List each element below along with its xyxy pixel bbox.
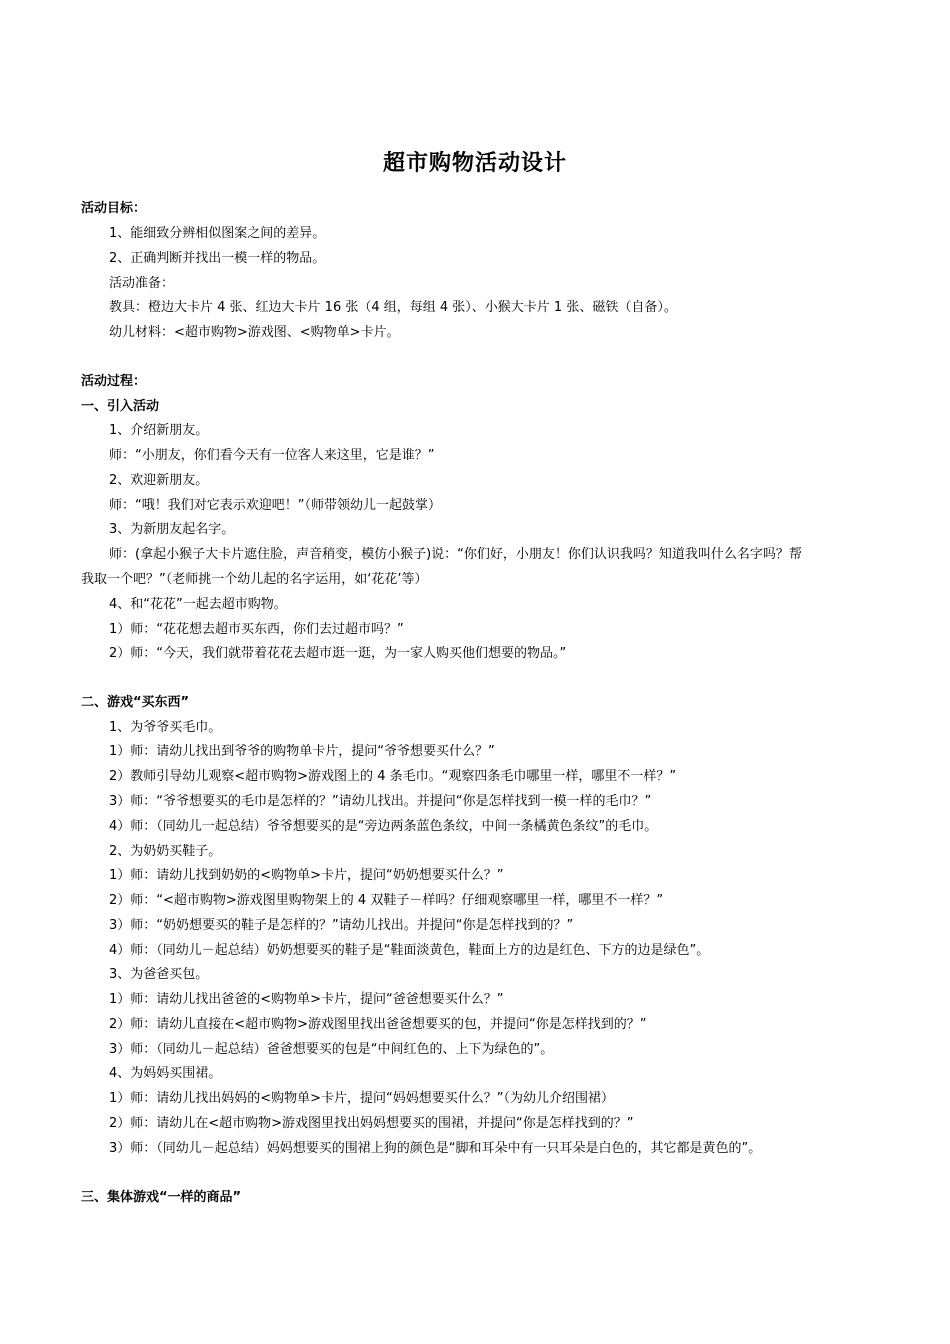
process-line: 1、介绍新朋友。 [109, 423, 209, 438]
process-line: 3、为爸爸买包。 [109, 967, 209, 982]
process-line: 2、为奶奶买鞋子。 [109, 844, 222, 859]
process-line: 4）师：（同幼儿一起总结）爷爷想要买的是“旁边两条蓝色条纹，中间一条橘黄色条纹”的毛巾。 [109, 819, 658, 834]
process-line: 2、欢迎新朋友。 [109, 473, 209, 488]
part-heading-group-game: 三、集体游戏“一样的商品” [81, 1190, 242, 1205]
process-line: 师：(拿起小猴子大卡片遮住脸，声音稍变，模仿小猴子)说：“你们好，小朋友！你们认识我吗？知道我叫什么名字吗？帮 [109, 547, 802, 562]
process-line: 3）师：“奶奶想要买的鞋子是怎样的？”请幼儿找出。并提问“你是怎样找到的？” [109, 918, 574, 933]
goal-item: 1、能细致分辨相似图案之间的差异。 [109, 226, 326, 241]
process-line: 1）师：“花花想去超市买东西，你们去过超市吗？” [109, 622, 404, 637]
section-heading-process: 活动过程： [81, 374, 147, 389]
process-line: 1）师：请幼儿找出妈妈的<购物单>卡片，提问“妈妈想要买什么？”（为幼儿介绍围裙） [109, 1091, 615, 1106]
prep-item-teaching-aids: 教具：橙边大卡片 4 张、红边大卡片 16 张（4 组，每组 4 张）、小猴大卡片 1 张、磁铁（自备）。 [109, 300, 677, 315]
process-line: 1、为爷爷买毛巾。 [109, 720, 222, 735]
process-line: 师：“哦！我们对它表示欢迎吧！”（师带领幼儿一起鼓掌） [109, 498, 441, 513]
page-title: 超市购物活动设计 [382, 151, 567, 176]
process-line: 1）师：请幼儿找出爸爸的<购物单>卡片，提问“爸爸想要买什么？” [109, 992, 504, 1007]
section-heading-goals: 活动目标： [81, 201, 147, 216]
process-line: 4）师：（同幼儿－起总结）奶奶想要买的鞋子是“鞋面淡黄色，鞋面上方的边是红色、下方的边是绿色”。 [109, 943, 710, 958]
process-line: 4、为妈妈买围裙。 [109, 1066, 222, 1081]
process-line: 3）师：“爷爷想要买的毛巾是怎样的？”请幼儿找出。并提问“你是怎样找到一模一样的毛巾？” [109, 794, 652, 809]
part-heading-game: 二、游戏“买东西” [81, 695, 190, 710]
process-line: 2）师：“<超市购物>游戏图里购物架上的 4 双鞋子－样吗？仔细观察哪里一样，哪里不一样？” [109, 893, 664, 908]
process-line: 3）师：（同幼儿－起总结）爸爸想要买的包是“中间红色的、上下为绿色的”。 [109, 1042, 554, 1057]
process-line: 师：“小朋友，你们看今天有一位客人来这里，它是谁？” [109, 448, 435, 463]
process-line: 1）师：请幼儿找到奶奶的<购物单>卡片，提问“奶奶想要买什么？” [109, 868, 504, 883]
process-line: 2）师：请幼儿在<超市购物>游戏图里找出妈妈想要买的围裙，并提问“你是怎样找到的？” [109, 1116, 634, 1131]
prep-heading: 活动准备： [109, 276, 175, 291]
process-line: 1）师：请幼儿找出到爷爷的购物单卡片，提问“爷爷想要买什么？” [109, 744, 495, 759]
prep-item-child-materials: 幼儿材料：<超市购物>游戏图、<购物单>卡片。 [109, 325, 400, 340]
goal-item: 2、正确判断并找出一模一样的物品。 [109, 251, 326, 266]
part-heading-intro: 一、引入活动 [81, 399, 160, 414]
process-line: 2）师：请幼儿直接在<超市购物>游戏图里找出爸爸想要买的包，并提问“你是怎样找到的？” [109, 1017, 647, 1032]
process-line: 2）教师引导幼儿观察<超市购物>游戏图上的 4 条毛巾。“观察四条毛巾哪里一样，哪里不一样？” [109, 769, 677, 784]
process-line: 4、和“花花”一起去超市购物。 [109, 597, 287, 612]
process-line: 2）师：“今天，我们就带着花花去超市逛一逛，为一家人购买他们想要的物品。” [109, 646, 567, 661]
process-line-continuation: 我取一个吧？”（老师挑一个幼儿起的名字运用，如‘花花’等） [81, 572, 428, 587]
process-line: 3）师：（同幼儿－起总结）妈妈想要买的围裙上狗的颜色是“脚和耳朵中有一只耳朵是白色的，其它都是黄色的”。 [109, 1141, 762, 1156]
process-line: 3、为新朋友起名字。 [109, 522, 235, 537]
